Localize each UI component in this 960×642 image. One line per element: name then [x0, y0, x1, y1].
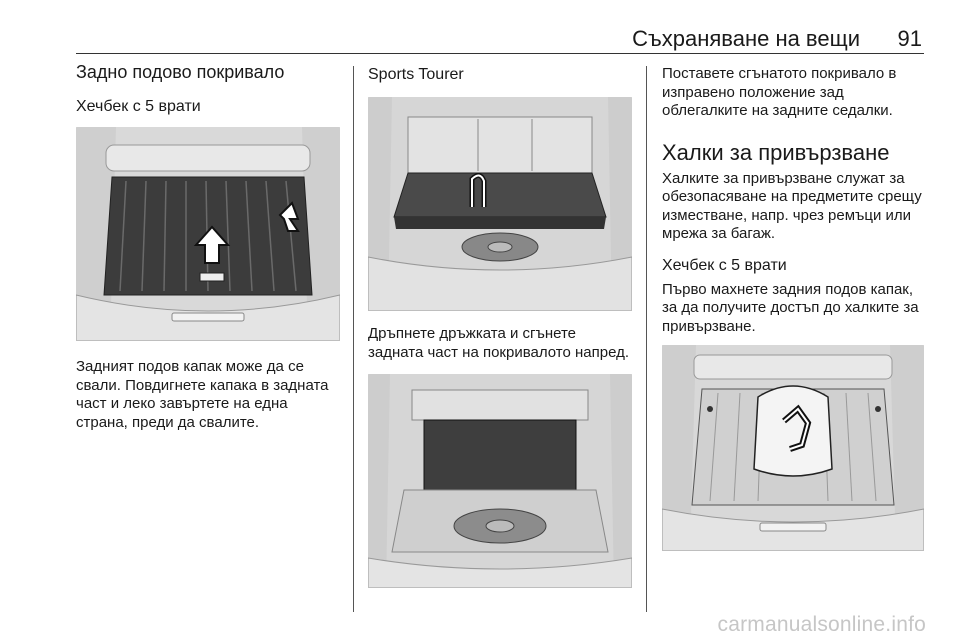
- paragraph: Първо махнете задния подов капак, за да получите достъп до халките за привързване.: [662, 280, 919, 335]
- page-number: 91: [897, 26, 922, 51]
- paragraph: Дръпнете дръжката и сгънете задната част на покривалото напред.: [368, 325, 630, 361]
- section-heading: Халки за привързване: [662, 139, 890, 165]
- subsection-heading: Хечбек с 5 врати: [76, 98, 201, 115]
- figure-tie-down-rings: [662, 345, 924, 551]
- figure-hatchback-floor-cover: [76, 127, 340, 341]
- watermark: carmanualsonline.info: [717, 613, 926, 636]
- column-middle: [368, 58, 632, 588]
- figure-sports-tourer-handle: [368, 97, 632, 311]
- paragraph: Задният подов капак може да се свали. Повдигнете капака в задната част и леко завъртете на една страна, преди да свалите.: [76, 358, 329, 431]
- column-divider: [646, 66, 647, 612]
- column-divider: [353, 66, 354, 612]
- page-header-title: Съхраняване на вещи: [632, 26, 860, 51]
- section-heading: Задно подово покривало: [76, 62, 285, 82]
- paragraph: Поставете сгънатото покривало в изправено положение зад облегалките на задните седалки.: [662, 65, 897, 119]
- paragraph: Халките за привързване служат за обезопасяване на предметите срещу изместване, напр. чрез ремъци или мрежа за багаж.: [662, 169, 922, 242]
- subsection-heading: Хечбек с 5 врати: [662, 256, 787, 274]
- column-right: [662, 58, 924, 551]
- header-rule: [76, 53, 924, 54]
- column-left: [76, 58, 340, 432]
- subsection-heading: Sports Tourer: [368, 66, 464, 83]
- figure-sports-tourer-folded: [368, 374, 632, 588]
